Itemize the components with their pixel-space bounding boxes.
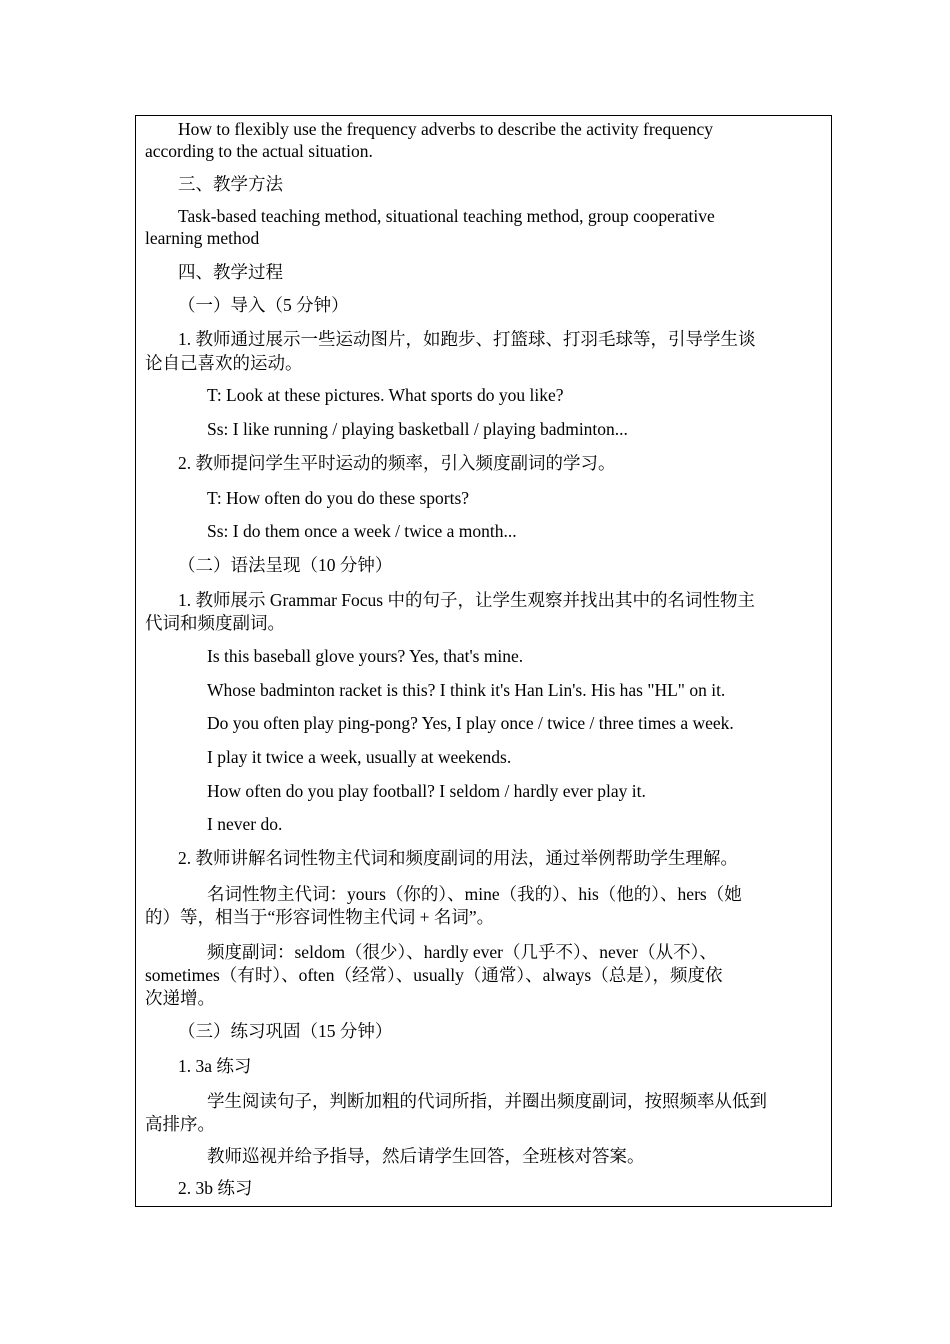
text-line: 1. 教师展示 Grammar Focus 中的句子，让学生观察并找出其中的名词性物主 [178, 590, 755, 610]
example-sentence: How often do you play football? I seldom / hardly ever play it. [207, 781, 646, 801]
text-line: 教师巡视并给予指导，然后请学生回答，全班核对答案。 [207, 1146, 645, 1166]
exercise-heading: 1. 3a 练习 [178, 1056, 252, 1076]
text-line: How to flexibly use the frequency adverbs to describe the activity frequency [178, 119, 714, 139]
section-heading: 四、教学过程 [178, 262, 283, 282]
text-line: 2. 教师提问学生平时运动的频率，引入频度副词的学习。 [178, 453, 616, 473]
example-sentence: I never do. [207, 814, 283, 834]
text-line: 1. 教师通过展示一些运动图片，如跑步、打篮球、打羽毛球等，引导学生谈 [178, 329, 756, 349]
text-line: learning method [145, 228, 260, 248]
subsection-heading: （一）导入（5 分钟） [178, 295, 349, 315]
text-line: 学生阅读句子，判断加粗的代词所指，并圈出频度副词，按照频率从低到 [207, 1091, 767, 1111]
text-line: 2. 教师讲解名词性物主代词和频度副词的用法，通过举例帮助学生理解。 [178, 848, 738, 868]
subsection-heading: （二）语法呈现（10 分钟） [178, 555, 393, 575]
text-line: 名词性物主代词：yours（你的）、mine（我的）、his（他的）、hers（她 [207, 884, 742, 904]
text-line: Task-based teaching method, situational teaching method, group cooperative [178, 206, 715, 226]
text-line: according to the actual situation. [145, 141, 373, 161]
text-line: 的）等，相当于“形容词性物主代词 + 名词”。 [145, 907, 495, 927]
dialogue-line: T: Look at these pictures. What sports do you like? [207, 385, 564, 405]
text-line: 论自己喜欢的运动。 [145, 353, 303, 373]
text-line: 频度副词：seldom（很少）、hardly ever（几乎不）、never（从不）、 [207, 942, 717, 962]
text-line: 代词和频度副词。 [145, 613, 285, 633]
text-line: 高排序。 [145, 1114, 215, 1134]
example-sentence: Whose badminton racket is this? I think it's Han Lin's. His has "HL" on it. [207, 680, 726, 700]
lesson-plan-table-cell [135, 115, 832, 1207]
section-heading: 三、教学方法 [178, 174, 283, 194]
example-sentence: Is this baseball glove yours? Yes, that's mine. [207, 646, 524, 666]
dialogue-line: T: How often do you do these sports? [207, 488, 470, 508]
text-line: 次递增。 [145, 988, 215, 1008]
example-sentence: I play it twice a week, usually at weekends. [207, 747, 512, 767]
subsection-heading: （三）练习巩固（15 分钟） [178, 1021, 393, 1041]
example-sentence: Do you often play ping-pong? Yes, I play once / twice / three times a week. [207, 713, 734, 733]
dialogue-line: Ss: I like running / playing basketball / playing badminton... [207, 419, 628, 439]
dialogue-line: Ss: I do them once a week / twice a month... [207, 521, 517, 541]
exercise-heading: 2. 3b 练习 [178, 1178, 253, 1198]
text-line: sometimes（有时）、often（经常）、usually（通常）、always（总是），频度依 [145, 965, 723, 985]
